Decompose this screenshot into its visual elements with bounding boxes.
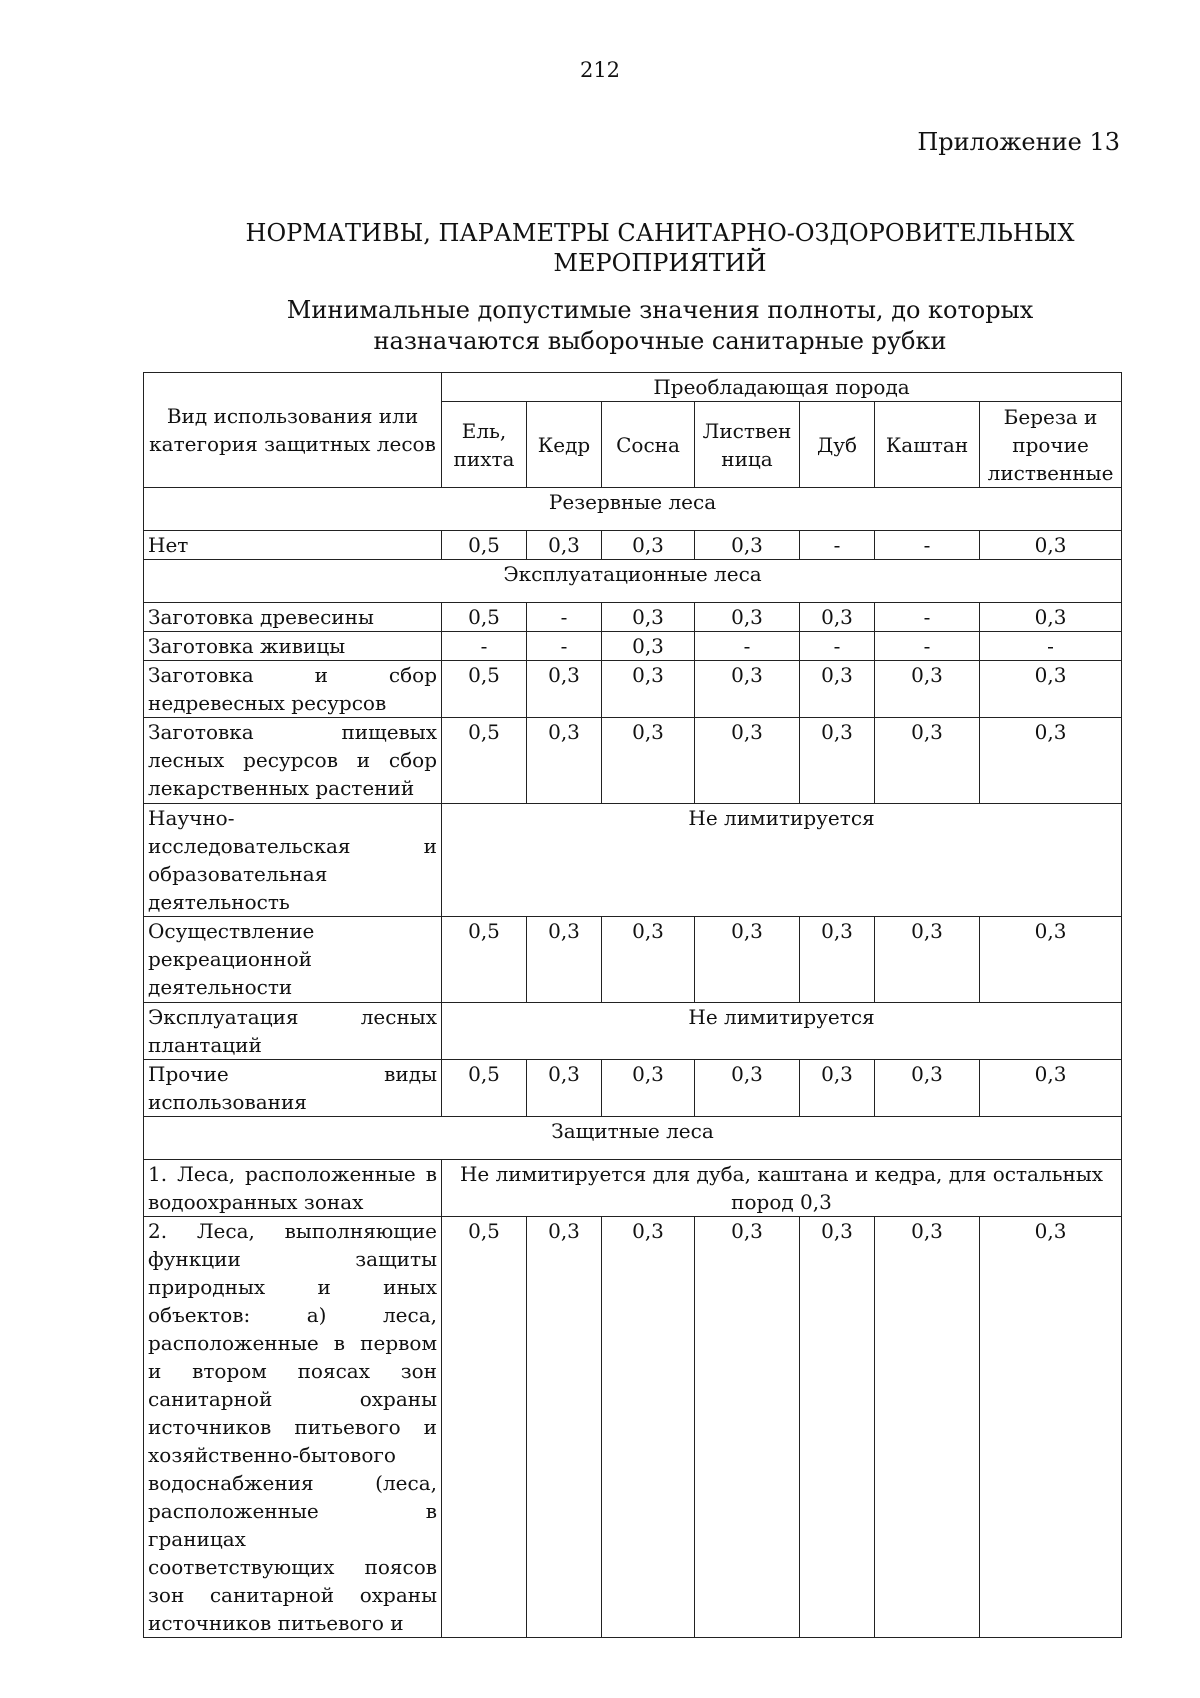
row-label: 1. Леса, расположенные в водоохранных зонах: [144, 1160, 442, 1217]
value-cell: 0,5: [442, 718, 527, 804]
value-cell: -: [875, 531, 980, 560]
value-cell: 0,5: [442, 1060, 527, 1117]
value-cell: 0,3: [602, 603, 695, 632]
section-heading: Эксплуатационные леса: [144, 560, 1122, 603]
row-label: Заготовка и сбор недревесных ресурсов: [144, 661, 442, 718]
value-cell: 0,3: [602, 1060, 695, 1117]
value-cell: 0,3: [800, 917, 875, 1003]
page-number: 212: [579, 58, 621, 82]
value-cell: 0,3: [695, 917, 800, 1003]
value-cell: 0,3: [980, 1217, 1122, 1638]
row-label: Осуществление рекреационной деятельности: [144, 917, 442, 1003]
value-cell: 0,3: [980, 531, 1122, 560]
group-header-cell: Преобладающая порода: [442, 373, 1122, 402]
value-cell: 0,3: [800, 661, 875, 718]
value-cell: 0,5: [442, 1217, 527, 1638]
column-header: Кедр: [527, 402, 602, 488]
value-cell: 0,3: [800, 1217, 875, 1638]
value-cell: 0,3: [695, 1060, 800, 1117]
value-cell: -: [800, 531, 875, 560]
column-header: Каштан: [875, 402, 980, 488]
value-cell: 0,3: [695, 603, 800, 632]
row-label: Прочие виды использования: [144, 1060, 442, 1117]
value-cell: 0,3: [527, 531, 602, 560]
row-header-cell: Вид использования или категория защитных лесов: [144, 373, 442, 488]
value-cell: 0,3: [602, 531, 695, 560]
row-label: Научно-исследовательская и образовательная деятельность: [144, 804, 442, 917]
value-cell: -: [875, 632, 980, 661]
table-row: [144, 1003, 1122, 1060]
value-cell: 0,3: [800, 1060, 875, 1117]
table-row: [144, 718, 1122, 804]
value-cell: 0,3: [695, 718, 800, 804]
row-label: Заготовка древесины: [144, 603, 442, 632]
value-cell: 0,3: [980, 661, 1122, 718]
not-limited-note: Не лимитируется: [442, 1003, 1122, 1060]
value-cell: -: [442, 632, 527, 661]
value-cell: 0,3: [527, 661, 602, 718]
protected-note: Не лимитируется для дуба, каштана и кедра, для остальных пород 0,3: [442, 1160, 1122, 1217]
value-cell: -: [527, 603, 602, 632]
value-cell: 0,3: [527, 1217, 602, 1638]
table-row: [144, 917, 1122, 1003]
row-label: Эксплуатация лесных плантаций: [144, 1003, 442, 1060]
value-cell: 0,3: [875, 1060, 980, 1117]
value-cell: 0,3: [695, 531, 800, 560]
value-cell: -: [527, 632, 602, 661]
appendix-label: Приложение 13: [917, 128, 1120, 156]
row-label: Заготовка живицы: [144, 632, 442, 661]
value-cell: 0,3: [875, 917, 980, 1003]
table-row: [144, 804, 1122, 917]
section-heading: Резервные леса: [144, 488, 1122, 531]
value-cell: -: [980, 632, 1122, 661]
value-cell: 0,3: [527, 917, 602, 1003]
value-cell: 0,3: [695, 661, 800, 718]
value-cell: 0,3: [602, 661, 695, 718]
value-cell: 0,3: [875, 1217, 980, 1638]
value-cell: 0,3: [602, 632, 695, 661]
column-header: Ель, пихта: [442, 402, 527, 488]
value-cell: 0,5: [442, 661, 527, 718]
row-label: 2. Леса, выполняющие функции защиты природных и иных объектов: а) леса, расположенные в первом и втором поясах зон санитарной охраны источников питьевого и хозяйственно-бытового водоснабжения (леса, расположенные в границах соответствующих поясов зон санитарной охраны источников питьевого и: [144, 1217, 442, 1638]
value-cell: 0,5: [442, 917, 527, 1003]
norms-table: [143, 372, 1122, 1638]
value-cell: 0,3: [875, 661, 980, 718]
value-cell: 0,3: [527, 1060, 602, 1117]
value-cell: 0,5: [442, 531, 527, 560]
table-row: [144, 531, 1122, 560]
value-cell: -: [800, 632, 875, 661]
table-row: [144, 1160, 1122, 1217]
table-row: [144, 1060, 1122, 1117]
row-label: Нет: [144, 531, 442, 560]
value-cell: 0,3: [980, 603, 1122, 632]
section-heading: Защитные леса: [144, 1117, 1122, 1160]
value-cell: -: [875, 603, 980, 632]
value-cell: 0,5: [442, 603, 527, 632]
value-cell: 0,3: [980, 1060, 1122, 1117]
value-cell: 0,3: [980, 917, 1122, 1003]
value-cell: 0,3: [980, 718, 1122, 804]
value-cell: 0,3: [800, 603, 875, 632]
value-cell: 0,3: [527, 718, 602, 804]
table-row: [144, 1217, 1122, 1638]
value-cell: 0,3: [602, 917, 695, 1003]
column-header: Листвен ница: [695, 402, 800, 488]
value-cell: -: [695, 632, 800, 661]
table-row: [144, 632, 1122, 661]
column-header: Сосна: [602, 402, 695, 488]
value-cell: 0,3: [602, 718, 695, 804]
not-limited-note: Не лимитируется: [442, 804, 1122, 917]
document-title: НОРМАТИВЫ, ПАРАМЕТРЫ САНИТАРНО-ОЗДОРОВИТЕЛЬНЫХ МЕРОПРИЯТИЙ: [245, 219, 1075, 277]
table-subtitle: Минимальные допустимые значения полноты, до которых назначаются выборочные санитарные рубки: [286, 296, 1034, 355]
value-cell: 0,3: [602, 1217, 695, 1638]
column-header: Береза и прочие лиственные: [980, 402, 1122, 488]
row-label: Заготовка пищевых лесных ресурсов и сбор лекарственных растений: [144, 718, 442, 804]
value-cell: 0,3: [875, 718, 980, 804]
table-row: [144, 603, 1122, 632]
value-cell: 0,3: [800, 718, 875, 804]
column-header: Дуб: [800, 402, 875, 488]
value-cell: 0,3: [695, 1217, 800, 1638]
table-row: [144, 661, 1122, 718]
